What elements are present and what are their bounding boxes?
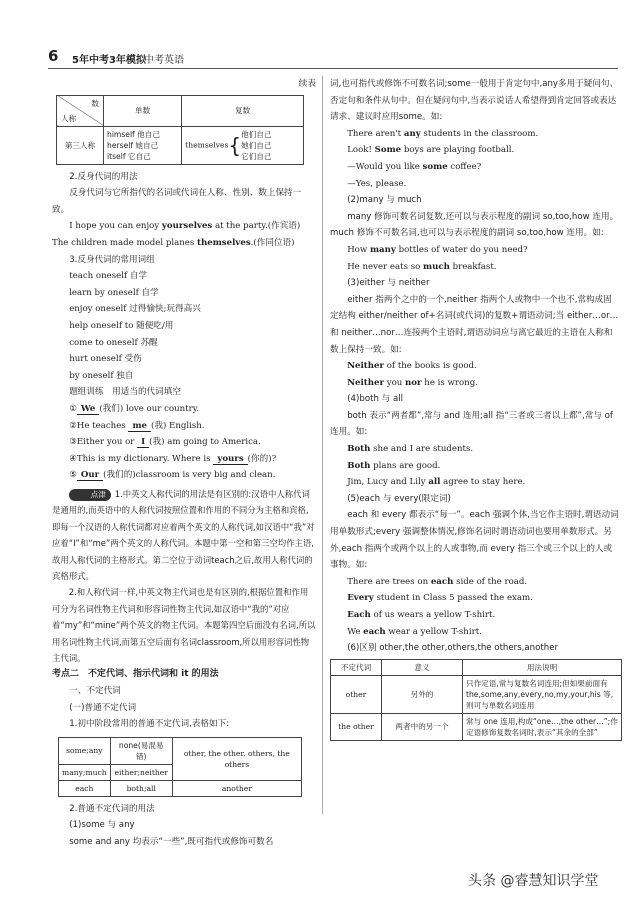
section-title: 2.反身代词的用法 bbox=[69, 171, 138, 182]
watermark: 头条 @睿慧知识学堂 bbox=[468, 873, 599, 889]
phrase-item: enjoy oneself 过得愉快;玩得高兴 bbox=[69, 304, 201, 315]
paragraph: 反身代词与它所指代的名词或代词在人称、性别、数上保持一致。 bbox=[52, 188, 302, 215]
table-cell: some;any bbox=[59, 737, 111, 764]
phrase-item: hurt oneself 受伤 bbox=[69, 354, 142, 365]
example-sentence: We each wear a yellow T-shirt. bbox=[347, 626, 482, 637]
other-usage-table bbox=[330, 659, 622, 741]
table-cell: each bbox=[59, 780, 111, 796]
tip-paragraph: 2.和人称代词一样,中英文物主代词也是有区别的,根据位置和作用可分为名词性物主代词和形容词性物主代词,如汉语中“我的”对应着“my”和“mine”两个英文的物主代词。本题第四空后面没有名词,所以用名词性物主代词,而第五空后面有名词classroom,所以用形容词性物主代词。 bbox=[52, 587, 316, 663]
table-cell: other bbox=[331, 675, 382, 713]
row-third-person: 第三人称 bbox=[57, 126, 104, 164]
table-cell: 另外的 bbox=[382, 675, 463, 713]
example-sentence: —Would you like some coffee? bbox=[347, 161, 482, 172]
paragraph: many 修饰可数名词复数,还可以与表示程度的副词 so,too,how 连用。much 修饰不可数名词,也可以与表示程度的副词 so,too,how 连用。如: bbox=[330, 211, 619, 239]
table-cell: 只作定语,常与复数名词连用;但如果前面有 the,some,any,every,no,my,your,his 等,则可与单数名词连用 bbox=[463, 675, 622, 713]
table-corner-cell: 数 人称 bbox=[57, 95, 104, 126]
example-sentence: —Yes, please. bbox=[347, 178, 407, 189]
tip-box bbox=[52, 486, 316, 666]
right-column bbox=[330, 76, 620, 741]
table-cell: other, the other, others, the others bbox=[172, 737, 301, 780]
book-title: 5年中考3年模拟 bbox=[72, 55, 146, 66]
tip-paragraph: 1.中英文人称代词的用法是有区别的:汉语中人称代词是通用的,而英语中的人称代词按照位置和作用的不同分为主格和宾格,即每一个汉语的人称代词都对应着两个英文的人称代词,如汉语中“我”对应着“I”和“me”两个英文的人称代词。本题中第一空和第三空均作主语,故用人称代词的主格形式。第二空位于动词teach之后,故用人称代词的宾格形式。 bbox=[52, 488, 315, 581]
table-header: 用法说明 bbox=[463, 659, 622, 675]
example-sentence: Look! Some boys are playing football. bbox=[347, 145, 515, 156]
table-cell: none(易混易错) bbox=[110, 737, 172, 764]
col-plural: 复数 bbox=[182, 95, 304, 126]
phrase-item: teach oneself 自学 bbox=[69, 271, 148, 282]
section-heading: 考点二 不定代词、指示代词和 it 的用法 bbox=[52, 669, 219, 680]
header-rule bbox=[48, 68, 618, 69]
plural-cell: themselves{他们自己 她们自己 它们自己 bbox=[182, 126, 304, 164]
table-cell: both;all bbox=[110, 780, 172, 796]
table-cell: either;neither bbox=[110, 764, 172, 780]
exercise-item: ②He teaches me (我) English. bbox=[69, 420, 205, 431]
paragraph: 词,也可指代或修饰不可数名词;some一般用于肯定句中,any多用于疑问句、否定句和条件从句中。但在疑问句中,当表示说话人希望得到肯定回答或表达请求、建议时应用some。如: bbox=[330, 79, 619, 123]
page-number: 6 bbox=[48, 47, 59, 65]
exercise-title: 题组训练 用适当的代词填空 bbox=[69, 387, 181, 398]
example-sentence: Jim, Lucy and Lily all agree to stay here. bbox=[347, 477, 526, 488]
phrase-item: learn by oneself 自学 bbox=[69, 287, 159, 298]
example-sentence: Neither you nor he is wrong. bbox=[347, 377, 478, 388]
example-sentence: He never eats so much breakfast. bbox=[347, 261, 497, 272]
column-divider bbox=[322, 76, 323, 814]
col-singular: 单数 bbox=[104, 95, 182, 126]
example-sentence: I hope you can enjoy yourselves at the party.(作宾语) bbox=[69, 221, 301, 232]
exercise-item: ④This is my dictionary. Where is yours (你的)? bbox=[69, 453, 277, 464]
left-column bbox=[52, 76, 316, 851]
example-sentence: Each of us wears a yellow T-shirt. bbox=[347, 610, 496, 620]
subsection-title: (6)区别 other,the other,others,the others,another bbox=[347, 643, 559, 654]
paragraph: each 和 every 都表示“每一”。each 强调个体,当它作主语时,谓语动词用单数形式;every 强调整体情况,修饰名词时谓语动词也要用单数形式。另外,each 指两个或两个以上的人或事物,而 every 指三个或三个以上的人或事物。如: bbox=[330, 510, 619, 571]
phrase-item: help oneself to 随便吃/用 bbox=[69, 320, 174, 331]
section-title: 3.反身代词的常用词组 bbox=[69, 254, 155, 265]
subsection-title: (5)each 与 every(限定词) bbox=[347, 493, 451, 504]
example-sentence: Both plans are good. bbox=[347, 460, 441, 471]
paragraph: either 指两个之中的一个,neither 指两个人或物中一个也不,常构成固定结构 either/neither of+名词(或代词)的复数+谓语动词;当 either…or…和 neither…nor…连接两个主语时,谓语动词应与离它最近的主语在人称和数上保持一致。如: bbox=[330, 294, 619, 355]
example-sentence: The children made model planes themselves.(作同位语) bbox=[52, 237, 295, 248]
subsection-title: (一)普通不定代词 bbox=[69, 702, 137, 713]
subsection-title: 2.普通不定代词的用法 bbox=[69, 803, 155, 814]
table-header: 不定代词 bbox=[331, 659, 382, 675]
example-sentence: There are trees on each side of the road. bbox=[347, 576, 528, 587]
phrase-item: by oneself 独自 bbox=[69, 370, 134, 381]
example-sentence: There aren't any students in the classroom. bbox=[347, 128, 539, 139]
example-sentence: Both she and I are students. bbox=[347, 444, 474, 455]
paragraph: 1.初中阶段常用的普通不定代词,表格如下: bbox=[69, 719, 230, 730]
reflexive-pronoun-table bbox=[56, 95, 304, 165]
table-cell: many;much bbox=[59, 764, 111, 780]
table-cell: another bbox=[172, 780, 301, 796]
table-cell: 常与 one 连用,构成“one…,the other…”;作定语修饰复数名词时,表示“其余的全部” bbox=[463, 713, 622, 740]
exercise-item: ① We (我们) love our country. bbox=[69, 403, 200, 414]
paragraph: both 表示“两者都”,常与 and 连用;all 指“三者或三者以上都”,常与 of 连用。如: bbox=[330, 410, 613, 438]
continued-label: 续表 bbox=[298, 79, 316, 89]
table-header: 意义 bbox=[382, 659, 463, 675]
subsection-title: (3)either 与 neither bbox=[347, 278, 430, 289]
running-header bbox=[48, 47, 618, 68]
indefinite-pronoun-table bbox=[58, 737, 302, 797]
example-sentence: Neither of the books is good. bbox=[347, 361, 477, 372]
subsection-title: 一、不定代词 bbox=[69, 685, 121, 696]
subsection-title: (4)both 与 all bbox=[347, 394, 403, 405]
exercise-item: ⑤ Our (我们的)classroom is very big and clean. bbox=[69, 470, 276, 481]
table-cell: the other bbox=[331, 713, 382, 740]
phrase-item: come to oneself 苏醒 bbox=[69, 337, 158, 348]
subsection-title: (2)many 与 much bbox=[347, 195, 422, 206]
table-cell: 两者中的另一个 bbox=[382, 713, 463, 740]
subject-title: 中考英语 bbox=[144, 55, 184, 66]
tip-icon: 点津 bbox=[69, 489, 111, 501]
subsection-title: (1)some 与 any bbox=[69, 820, 135, 831]
singular-cell: himself 他自己 herself 她自己 itself 它自己 bbox=[104, 126, 182, 164]
paragraph: some and any 均表示“一些”,既可指代或修饰可数名 bbox=[69, 836, 274, 847]
exercise-item: ③Either you or I (我) am going to America. bbox=[69, 437, 261, 448]
example-sentence: Every student in Class 5 passed the exam. bbox=[347, 593, 533, 604]
example-sentence: How many bottles of water do you need? bbox=[347, 244, 528, 255]
